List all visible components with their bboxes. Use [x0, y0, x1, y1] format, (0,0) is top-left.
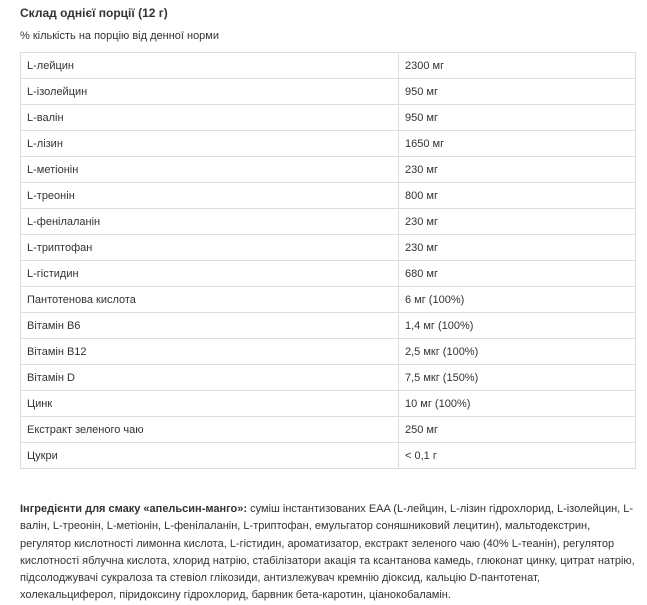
nutrient-name: L-ізолейцин — [21, 79, 399, 105]
table-row — [21, 105, 636, 131]
ingredients-label: Інгредієнти для смаку «апельсин-манго»: — [20, 503, 248, 515]
table-row — [21, 209, 636, 235]
nutrient-name: Екстракт зеленого чаю — [21, 417, 399, 443]
nutrient-name: L-фенілаланін — [21, 209, 399, 235]
nutrient-name: Пантотенова кислота — [21, 287, 399, 313]
table-row — [21, 79, 636, 105]
nutrient-amount: 1,4 мг (100%) — [399, 313, 636, 339]
nutrient-name: L-валін — [21, 105, 399, 131]
table-row — [21, 131, 636, 157]
table-row — [21, 313, 636, 339]
nutrient-amount: 2300 мг — [399, 53, 636, 79]
nutrition-table — [20, 52, 636, 469]
nutrient-name: Вітамін D — [21, 365, 399, 391]
table-row — [21, 417, 636, 443]
nutrient-amount: 950 мг — [399, 105, 636, 131]
nutrient-amount: 950 мг — [399, 79, 636, 105]
nutrient-name: L-лізин — [21, 131, 399, 157]
nutrition-table-body — [21, 53, 636, 469]
table-row — [21, 391, 636, 417]
table-row — [21, 235, 636, 261]
nutrient-amount: 230 мг — [399, 235, 636, 261]
table-row — [21, 183, 636, 209]
nutrient-amount: 10 мг (100%) — [399, 391, 636, 417]
nutrient-name: L-триптофан — [21, 235, 399, 261]
nutrient-name: Вітамін B6 — [21, 313, 399, 339]
table-row — [21, 443, 636, 469]
table-row — [21, 261, 636, 287]
nutrient-amount: 800 мг — [399, 183, 636, 209]
nutrient-name: Цинк — [21, 391, 399, 417]
nutrient-amount: 680 мг — [399, 261, 636, 287]
nutrient-amount: 7,5 мкг (150%) — [399, 365, 636, 391]
table-row — [21, 339, 636, 365]
ingredients-text: суміш інстантизованих EAA (L-лейцин, L-лізин гідрохлорид, L-ізолейцин, L-валін, L-треонін, L-метіонін, L-фенілаланін, L-триптофан, емульгатор соняшниковий лецитин), мальтодекстрин, регулятор кислотності лимонна кислота, L-гістидин, ароматизатор, екстракт зеленого чаю (40% L-теанін), регулятор кислотності яблучна кислота, хлорид натрію, стабілізатори акація та ксантанова камедь, глюконат цинку, цитрат натрію, підсолоджувачі сукралоза та стевіол глікозиди, антизлежувач кремнію діоксид, кальцію D-пантотенат, холекальциферол, піридоксину гідрохлорид, барвник бета-каротин, ціанокобаламін. — [20, 503, 635, 602]
table-row — [21, 365, 636, 391]
nutrient-amount: 250 мг — [399, 417, 636, 443]
nutrient-name: L-лейцин — [21, 53, 399, 79]
nutrient-amount: 230 мг — [399, 209, 636, 235]
serving-heading: Склад однієї порції (12 г) — [20, 6, 168, 20]
nutrient-name: L-треонін — [21, 183, 399, 209]
nutrient-name: Цукри — [21, 443, 399, 469]
nutrient-amount: 6 мг (100%) — [399, 287, 636, 313]
nutrient-amount: 230 мг — [399, 157, 636, 183]
nutrient-name: Вітамін B12 — [21, 339, 399, 365]
nutrient-name: L-метіонін — [21, 157, 399, 183]
nutrient-amount: 2,5 мкг (100%) — [399, 339, 636, 365]
table-row — [21, 287, 636, 313]
nutrient-name: L-гістидин — [21, 261, 399, 287]
daily-value-note: % кількість на порцію від денної норми — [20, 30, 220, 42]
table-row — [21, 53, 636, 79]
nutrient-amount: 1650 мг — [399, 131, 636, 157]
ingredients-paragraph — [20, 501, 635, 605]
table-row — [21, 157, 636, 183]
nutrient-amount: < 0,1 г — [399, 443, 636, 469]
